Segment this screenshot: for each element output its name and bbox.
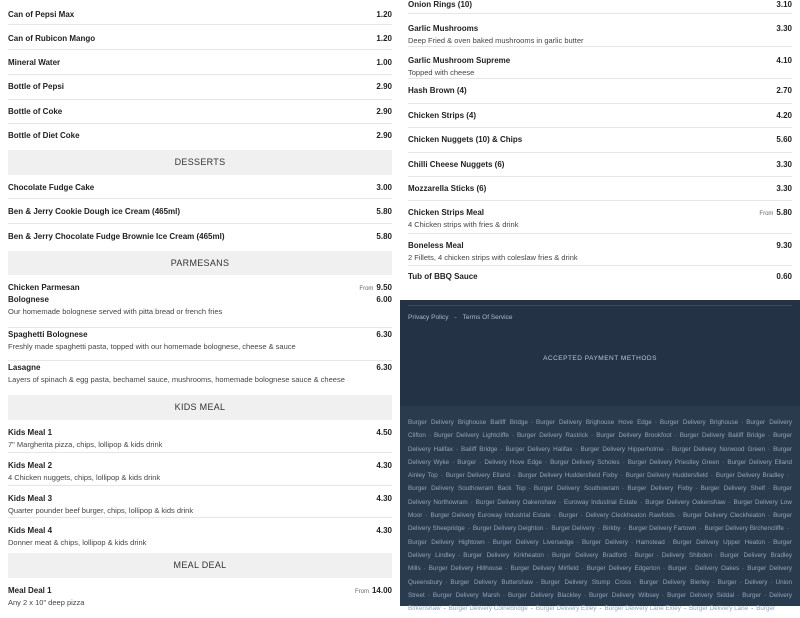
item-price <box>355 586 392 595</box>
item-price <box>759 208 792 217</box>
delivery-area-link[interactable]: Burger Delivery Norwood Green <box>671 445 765 453</box>
menu-item[interactable] <box>8 486 392 518</box>
footer-links <box>408 314 518 321</box>
menu-item[interactable] <box>8 420 392 453</box>
tag-separator: - <box>663 565 666 573</box>
delivery-area-link[interactable]: Burger Delivery Southowram Back Top <box>408 485 526 493</box>
tag-separator: - <box>715 551 718 559</box>
tag-separator: - <box>786 525 790 533</box>
item-name: Chicken Parmesan <box>8 283 80 292</box>
item-name: Chicken Strips Meal <box>408 208 485 217</box>
delivery-area-link[interactable]: Burger Delivery Shelf <box>700 485 765 493</box>
tag-separator: - <box>677 512 680 520</box>
menu-item[interactable] <box>8 0 392 25</box>
menu-item[interactable] <box>8 199 392 224</box>
tag-separator: - <box>620 472 623 480</box>
delivery-area-link[interactable]: Burger Delivery Exley <box>535 605 597 613</box>
menu-item[interactable] <box>8 275 392 295</box>
delivery-area-link[interactable]: Burger Delivery Bradford <box>551 551 627 559</box>
tag-separator: - <box>581 565 584 573</box>
tag-separator: - <box>511 432 514 440</box>
tag-separator: - <box>440 472 443 480</box>
delivery-area-link[interactable]: Burger Delivery Oakenshaw <box>645 498 726 506</box>
tag-separator: - <box>455 445 459 453</box>
menu-item[interactable] <box>408 234 792 266</box>
delivery-area-link[interactable]: Bailiff Bridge <box>461 445 498 453</box>
item-name: Mineral Water <box>8 58 61 67</box>
tag-separator: - <box>742 565 745 573</box>
delivery-area-link[interactable]: Burger Delivery Queensbury <box>408 565 792 586</box>
delivery-area-link[interactable]: Burger Delivery Deighton <box>472 525 544 533</box>
item-price: 4.30 <box>376 461 392 470</box>
item-price: 4.50 <box>376 428 392 437</box>
item-name: Bottle of Coke <box>8 107 63 116</box>
menu-item[interactable] <box>8 453 392 486</box>
item-name: Kids Meal 4 <box>8 526 53 535</box>
delivery-area-link[interactable]: Burger Delivery Elland Ainley Top <box>408 458 792 480</box>
tag-separator: - <box>575 445 578 453</box>
item-name: Kids Meal 3 <box>8 494 53 503</box>
menu-right-column <box>408 0 792 300</box>
delivery-area-link[interactable]: Burger Delivery Bradley <box>715 472 784 480</box>
item-name: Ben & Jerry Chocolate Fudge Brownie Ice Cream (465ml) <box>8 232 225 241</box>
from-label: From <box>359 286 374 292</box>
item-name: Boneless Meal <box>408 241 464 250</box>
item-price: 2.70 <box>776 86 792 95</box>
delivery-area-link[interactable]: Burger Delivery Lindley <box>408 538 792 559</box>
price-value: 5.80 <box>776 208 792 217</box>
tag-separator: - <box>630 538 634 546</box>
delivery-area-link[interactable]: Burger Delivery Lightcliffe <box>433 432 509 440</box>
tag-separator: - <box>662 591 665 599</box>
delivery-area-link[interactable]: Burger Delivery Brighouse Hove Edge <box>536 419 652 426</box>
tag-separator: - <box>443 605 446 613</box>
tag-separator: - <box>741 419 744 426</box>
delivery-area-link[interactable]: Delivery Cleckheaton Rawfolds <box>585 512 675 520</box>
delivery-area-link[interactable]: Burger <box>634 551 654 559</box>
item-price: 2.90 <box>376 107 392 116</box>
item-description: Layers of spinach & egg pasta, bechamel sauce, mushrooms, homemade bolognese sauce & cheese <box>8 375 345 384</box>
delivery-area-link[interactable]: Burger Delivery Colnebridge <box>448 605 528 613</box>
delivery-area-link[interactable]: Burger Delivery Wyke <box>408 445 793 466</box>
delivery-area-link[interactable]: Burger Delivery Bierley <box>639 578 710 586</box>
delivery-area-link[interactable]: Burger Delivery Clifton <box>408 419 792 440</box>
delivery-area-link[interactable]: Euroway Industrial Estate <box>564 498 638 506</box>
tag-separator: - <box>425 512 428 520</box>
item-name: Can of Pepsi Max <box>8 10 75 19</box>
tag-separator: - <box>622 458 625 466</box>
tag-separator: - <box>634 578 637 586</box>
delivery-area-link[interactable]: Burger <box>742 591 762 599</box>
menu-item[interactable] <box>408 79 792 104</box>
delivery-area-link[interactable]: Burger Delivery Stump Cross <box>540 578 632 586</box>
delivery-area-link[interactable]: Delivery Hove Edge <box>484 458 542 466</box>
tag-separator: - <box>502 591 505 599</box>
tag-separator: - <box>452 458 455 466</box>
item-price: 3.30 <box>776 160 792 169</box>
from-label: From <box>354 589 369 595</box>
item-price: 4.30 <box>376 526 392 535</box>
delivery-area-link[interactable]: Burger Delivery Lane Exley <box>604 605 681 613</box>
tag-separator: - <box>505 565 508 573</box>
delivery-area-link[interactable]: Burger Delivery Scholes <box>550 458 620 466</box>
tag-separator: - <box>553 512 556 520</box>
menu-item[interactable] <box>8 75 392 100</box>
tag-separator: - <box>445 578 448 586</box>
tag-separator: - <box>467 525 470 533</box>
tag-separator: - <box>546 551 549 559</box>
tag-separator: - <box>764 591 767 599</box>
delivery-area-link[interactable]: Burger <box>717 578 737 586</box>
menu-item[interactable] <box>408 104 792 128</box>
item-description: 4 Chicken nuggets, chips, lollipop & kids drink <box>8 473 161 482</box>
tag-separator: - <box>722 458 725 466</box>
tag-separator: - <box>710 472 713 480</box>
delivery-area-link[interactable]: Burger Delivery Hightown <box>408 538 485 546</box>
item-description: Any 2 x 10" deep pizza <box>8 598 85 607</box>
delivery-area-link[interactable]: Burger Delivery Bailiff Bridge <box>679 432 765 440</box>
item-name: Chicken Strips (4) <box>408 111 477 120</box>
delivery-area-link[interactable]: Burger Delivery Lane <box>688 605 749 613</box>
item-description: Quarter pounder beef burger, chips, lollipop & kids drink <box>8 506 194 515</box>
price-value: 14.00 <box>371 586 392 595</box>
tag-separator: - <box>695 485 698 493</box>
delivery-area-link[interactable]: Burger Delivery Brookfoot <box>596 432 672 440</box>
tag-separator: - <box>751 605 754 613</box>
delivery-area-link[interactable]: Delivery Shibden <box>661 551 713 559</box>
delivery-area-link[interactable]: Burger Delivery Low Moor <box>408 498 792 520</box>
tag-separator: - <box>712 578 715 586</box>
item-price: 2.90 <box>376 131 392 140</box>
item-price: 3.30 <box>776 24 792 33</box>
item-price: 3.00 <box>376 183 392 192</box>
delivery-area-link[interactable]: Burger Delivery Wibsey <box>588 591 660 599</box>
privacy-policy-link[interactable]: Privacy Policy <box>408 314 449 321</box>
menu-item[interactable] <box>8 578 392 618</box>
item-name: Garlic Mushrooms <box>408 24 479 33</box>
delivery-area-link[interactable]: Burger Delivery Hillhouse <box>428 565 503 573</box>
item-name: Chocolate Fudge Cake <box>8 183 95 192</box>
item-price: 1.20 <box>376 10 392 19</box>
tag-separator: - <box>654 419 657 426</box>
item-name: Chilli Cheese Nuggets (6) <box>408 160 505 169</box>
tag-separator: - <box>768 512 771 520</box>
menu-item[interactable] <box>8 100 392 124</box>
tag-separator: - <box>599 605 602 613</box>
delivery-area-link[interactable]: Delivery <box>744 578 768 586</box>
tag-separator: - <box>767 538 771 546</box>
item-price: 1.20 <box>376 34 392 43</box>
item-name: Ben & Jerry Cookie Dough ice Cream (465ml) <box>8 207 181 216</box>
tag-separator: - <box>479 458 482 466</box>
delivery-area-link[interactable]: Burger Delivery Sheepridge <box>408 512 793 533</box>
item-name: Chicken Nuggets (10) & Chips <box>408 135 523 144</box>
delivery-area-link[interactable]: Burger Delivery Fartown <box>628 525 697 533</box>
item-name: Kids Meal 2 <box>8 461 53 470</box>
tag-separator: - <box>530 419 533 426</box>
delivery-area-link[interactable]: Burger <box>756 605 776 613</box>
tag-separator: - <box>428 432 431 440</box>
delivery-area-link[interactable]: Burger Delivery Kirkheaton <box>463 551 544 559</box>
delivery-area-link[interactable]: Burger Delivery Hipperholme <box>580 445 664 453</box>
delivery-area-link[interactable]: Hamstead <box>636 538 665 546</box>
item-name: Mozzarella Sticks (6) <box>408 184 487 193</box>
menu-left-column <box>8 0 392 607</box>
delivery-area-link[interactable]: Burger <box>668 565 688 573</box>
delivery-area-link[interactable]: Burger Delivery Oakenshaw <box>475 498 556 506</box>
delivery-area-link[interactable]: Burger Delivery Southowram <box>533 485 620 493</box>
site-footer <box>400 300 800 613</box>
item-description: 2 Fillets, 4 chicken strips with coleslaw fries & drink <box>408 253 578 262</box>
section-header-meal-deal: MEAL DEAL <box>8 553 392 578</box>
tag-separator: - <box>500 445 503 453</box>
item-name: Bottle of Pepsi <box>8 82 65 91</box>
tag-separator: - <box>558 498 562 506</box>
delivery-area-link[interactable]: Burger Delivery Brighouse Bailiff Bridge <box>408 419 528 426</box>
menu-item[interactable] <box>408 47 792 79</box>
item-name: Kids Meal 1 <box>8 428 53 437</box>
menu-item[interactable] <box>8 224 392 248</box>
menu-item[interactable] <box>408 153 792 177</box>
delivery-area-link[interactable]: Union Street <box>408 578 792 599</box>
tag-separator: - <box>739 578 742 586</box>
tag-separator: - <box>528 485 531 493</box>
item-name: Can of Rubicon Mango <box>8 34 96 43</box>
tag-separator: - <box>512 472 516 480</box>
tag-separator: - <box>597 525 600 533</box>
delivery-area-link[interactable]: Burger Delivery Euroway Industrial Estate <box>430 512 551 520</box>
delivery-area-link[interactable]: Burger Delivery Cleckheaton <box>682 512 765 520</box>
menu-item[interactable] <box>408 128 792 153</box>
item-price: 4.30 <box>376 494 392 503</box>
tag-separator: - <box>699 525 702 533</box>
item-name: Lasagne <box>8 363 41 372</box>
tag-separator: - <box>683 605 686 613</box>
delivery-area-link[interactable]: Birkby <box>602 525 621 533</box>
delivery-area-link[interactable]: Burger Delivery Liversedge <box>492 538 574 546</box>
item-name: Bottle of Diet Coke <box>8 131 80 140</box>
delivery-area-link[interactable]: Burger Delivery Elland <box>445 472 510 480</box>
delivery-area-link[interactable]: Burger Delivery Birchencliffe <box>704 525 784 533</box>
menu-item[interactable] <box>8 295 392 328</box>
tag-separator: - <box>487 538 490 546</box>
tag-separator: - <box>690 565 693 573</box>
tag-separator: - <box>770 578 773 586</box>
item-description: Topped with cheese <box>408 68 475 77</box>
item-price: 3.10 <box>776 0 792 9</box>
menu-item[interactable] <box>408 0 792 14</box>
link-separator: - <box>454 314 457 321</box>
menu-item[interactable] <box>408 14 792 47</box>
item-name: Bolognese <box>8 295 49 304</box>
item-name: Garlic Mushroom Supreme <box>408 56 511 65</box>
tag-separator: - <box>622 485 625 493</box>
tag-separator: - <box>674 432 677 440</box>
item-description: Deep Fried & oven baked mushrooms in garlic butter <box>408 36 584 45</box>
tag-separator: - <box>640 498 643 506</box>
tag-separator: - <box>666 445 669 453</box>
delivery-area-link[interactable]: Burger Delivery Halifax <box>505 445 573 453</box>
delivery-area-link[interactable]: Burger Delivery Mirfield <box>510 565 579 573</box>
tag-separator: - <box>530 605 533 613</box>
delivery-area-link[interactable]: Burger Delivery Blackley <box>507 591 581 599</box>
menu-item[interactable] <box>8 361 392 393</box>
tag-separator: - <box>544 458 548 466</box>
menu-item[interactable] <box>8 328 392 361</box>
menu-item[interactable] <box>408 177 792 201</box>
tag-separator: - <box>535 578 538 586</box>
menu-item[interactable] <box>8 25 392 50</box>
item-description: 7" Margherita pizza, chips, lollipop & kids drink <box>8 440 163 449</box>
menu-item[interactable] <box>8 50 392 75</box>
item-price: 5.80 <box>376 207 392 216</box>
menu-item[interactable] <box>8 175 392 199</box>
item-price: 3.30 <box>776 184 792 193</box>
delivery-area-link[interactable]: Burger <box>457 458 477 466</box>
tag-separator: - <box>427 591 430 599</box>
item-description: 4 Chicken strips with fries & drink <box>408 220 519 229</box>
tag-separator: - <box>458 551 461 559</box>
tag-separator: - <box>576 538 579 546</box>
delivery-area-link[interactable]: Burger Delivery Edgerton <box>586 565 661 573</box>
tag-separator: - <box>767 432 771 440</box>
delivery-area-link[interactable]: Burger Delivery Buttershaw <box>450 578 533 586</box>
delivery-area-link[interactable]: Burger Delivery Northowram <box>408 485 793 506</box>
item-name: Meal Deal 1 <box>8 586 52 595</box>
payment-methods-title: ACCEPTED PAYMENT METHODS <box>543 355 657 362</box>
delivery-area-link[interactable]: Delivery Oakes <box>695 565 740 573</box>
delivery-area-link[interactable]: Burger Delivery Halifax <box>408 432 792 453</box>
tag-separator: - <box>768 445 771 453</box>
item-price: 6.30 <box>376 363 392 372</box>
item-name: Onion Rings (10) <box>408 0 472 9</box>
tag-separator: - <box>423 565 426 573</box>
menu-item[interactable] <box>408 266 792 294</box>
tag-separator: - <box>546 525 549 533</box>
item-price: 0.60 <box>776 272 792 281</box>
item-price: 9.30 <box>776 241 792 250</box>
delivery-area-link[interactable]: Burger Delivery Rastrick <box>516 432 589 440</box>
menu-item[interactable] <box>8 518 392 551</box>
delivery-area-link[interactable]: Burger Delivery Upper Heaton <box>672 538 765 546</box>
item-name: Spaghetti Bolognese <box>8 330 88 339</box>
from-label: From <box>759 211 774 217</box>
item-price: 6.00 <box>376 295 392 304</box>
item-name: Tub of BBQ Sauce <box>408 272 478 281</box>
delivery-area-link[interactable]: Burger Delivery <box>551 525 595 533</box>
item-price: 2.90 <box>376 82 392 91</box>
tag-separator: - <box>583 591 586 599</box>
item-price: 4.10 <box>776 56 792 65</box>
price-value: 9.50 <box>376 283 392 292</box>
tag-separator: - <box>623 525 626 533</box>
section-header-kids-meal: KIDS MEAL <box>8 395 392 420</box>
tag-separator: - <box>786 472 789 480</box>
menu-item[interactable] <box>408 201 792 234</box>
delivery-area-link[interactable]: Burger Delivery Bradley Mills <box>408 551 793 573</box>
tag-separator: - <box>656 551 659 559</box>
delivery-area-link[interactable]: Burger Delivery Marsh <box>432 591 500 599</box>
tag-separator: - <box>737 591 740 599</box>
delivery-area-link[interactable]: Burger <box>558 512 578 520</box>
item-price: 1.00 <box>376 58 392 67</box>
item-price: 5.80 <box>376 232 392 241</box>
item-price: 5.60 <box>776 135 792 144</box>
delivery-area-link[interactable]: Delivery Birkenshaw <box>408 591 792 613</box>
item-price: 6.30 <box>376 330 392 339</box>
item-name: Hash Brown (4) <box>408 86 467 95</box>
delivery-area-link[interactable]: Burger Delivery Huddersfield Fixby <box>518 472 618 480</box>
delivery-area-link[interactable]: Burger Delivery Siddal <box>667 591 735 599</box>
section-header-desserts: DESSERTS <box>8 150 392 175</box>
item-price: 4.20 <box>776 111 792 120</box>
delivery-area-link[interactable]: Burger Delivery Priestley Green <box>627 458 720 466</box>
delivery-area-link[interactable]: Burger Delivery Brighouse <box>659 419 739 426</box>
menu-item[interactable] <box>8 124 392 149</box>
terms-of-service-link[interactable]: Terms Of Service <box>462 314 513 321</box>
tag-separator: - <box>768 485 771 493</box>
tag-separator: - <box>591 432 594 440</box>
item-price <box>359 283 392 292</box>
item-description: Freshly made spaghetti pasta, topped with our homemade bolognese, cheese & sauce <box>8 342 296 351</box>
delivery-area-links <box>400 406 800 613</box>
item-description: Donner meat & chips, lollipop & kids drink <box>8 538 147 547</box>
section-header-parmesans: PARMESANS <box>8 251 392 275</box>
tag-separator: - <box>728 498 731 506</box>
tag-separator: - <box>470 498 473 506</box>
tag-separator: - <box>580 512 583 520</box>
item-description: Our homemade bolognese served with pitta bread or french fries <box>8 307 223 316</box>
delivery-area-link[interactable]: Burger Delivery <box>581 538 628 546</box>
delivery-area-link[interactable]: Burger Delivery Huddersfield <box>625 472 708 480</box>
tag-separator: - <box>629 551 632 559</box>
delivery-area-link[interactable]: Burger Delivery Fixby <box>627 485 693 493</box>
tag-separator: - <box>667 538 670 546</box>
footer-divider <box>408 300 792 306</box>
